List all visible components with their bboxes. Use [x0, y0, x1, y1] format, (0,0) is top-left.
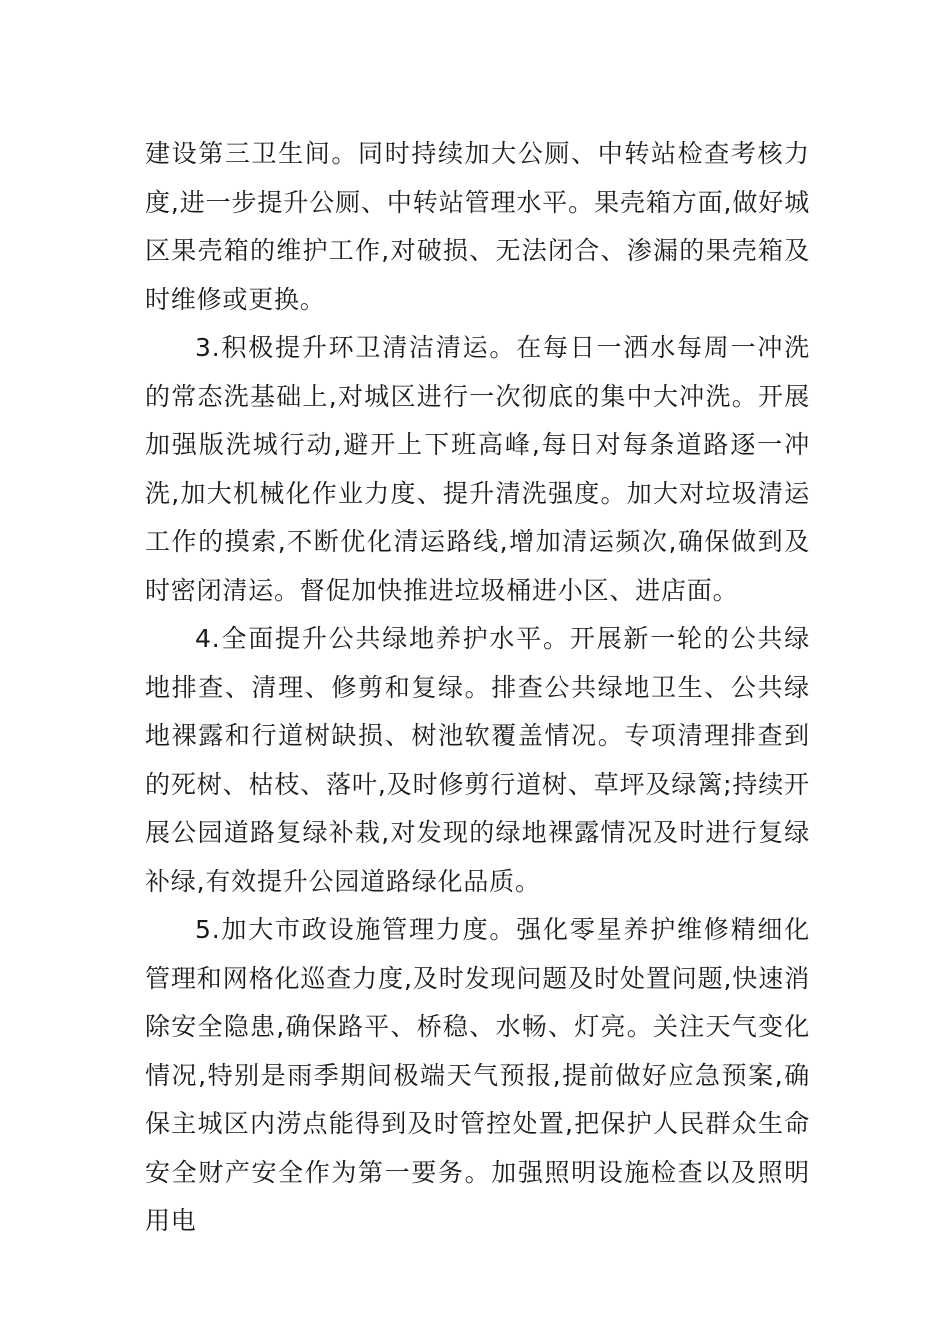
paragraph-item-3: 3.积极提升环卫清洁清运。在每日一洒水每周一冲洗的常态洗基础上,对城区进行一次彻底的集中大冲洗。开展加强版洗城行动,避开上下班高峰,每日对每条道路逐一冲洗,加大机械化作业力度、提升清洗强度。加大对垃圾清运工作的摸索,不断优化清运路线,增加清运频次,确保做到及时密闭清运。督促加快推进垃圾桶进小区、进店面。 — [145, 333, 810, 605]
paragraph-item-4: 4.全面提升公共绿地养护水平。开展新一轮的公共绿地排查、清理、修剪和复绿。排查公共绿地卫生、公共绿地裸露和行道树缺损、树池软覆盖情况。专项清理排查到的死树、枯枝、落叶,及时修剪行道树、草坪及绿篱;持续开展公园道路复绿补栽,对发现的绿地裸露情况及时进行复绿补绿,有效提升公园道路绿化品质。 — [145, 624, 810, 896]
paragraph-continuation: 建设第三卫生间。同时持续加大公厕、中转站检查考核力度,进一步提升公厕、中转站管理水平。果壳箱方面,做好城区果壳箱的维护工作,对破损、无法闭合、渗漏的果壳箱及时维修或更换。 — [145, 139, 810, 314]
paragraph-item-5: 5.加大市政设施管理力度。强化零星养护维修精细化管理和网格化巡查力度,及时发现问题及时处置问题,快速消除安全隐患,确保路平、桥稳、水畅、灯亮。关注天气变化情况,特别是雨季期间极端天气预报,提前做好应急预案,确保主城区内涝点能得到及时管控处置,把保护人民群众生命安全财产安全作为第一要务。加强照明设施检查以及照明用电 — [145, 915, 810, 1235]
document-body — [145, 130, 810, 1246]
